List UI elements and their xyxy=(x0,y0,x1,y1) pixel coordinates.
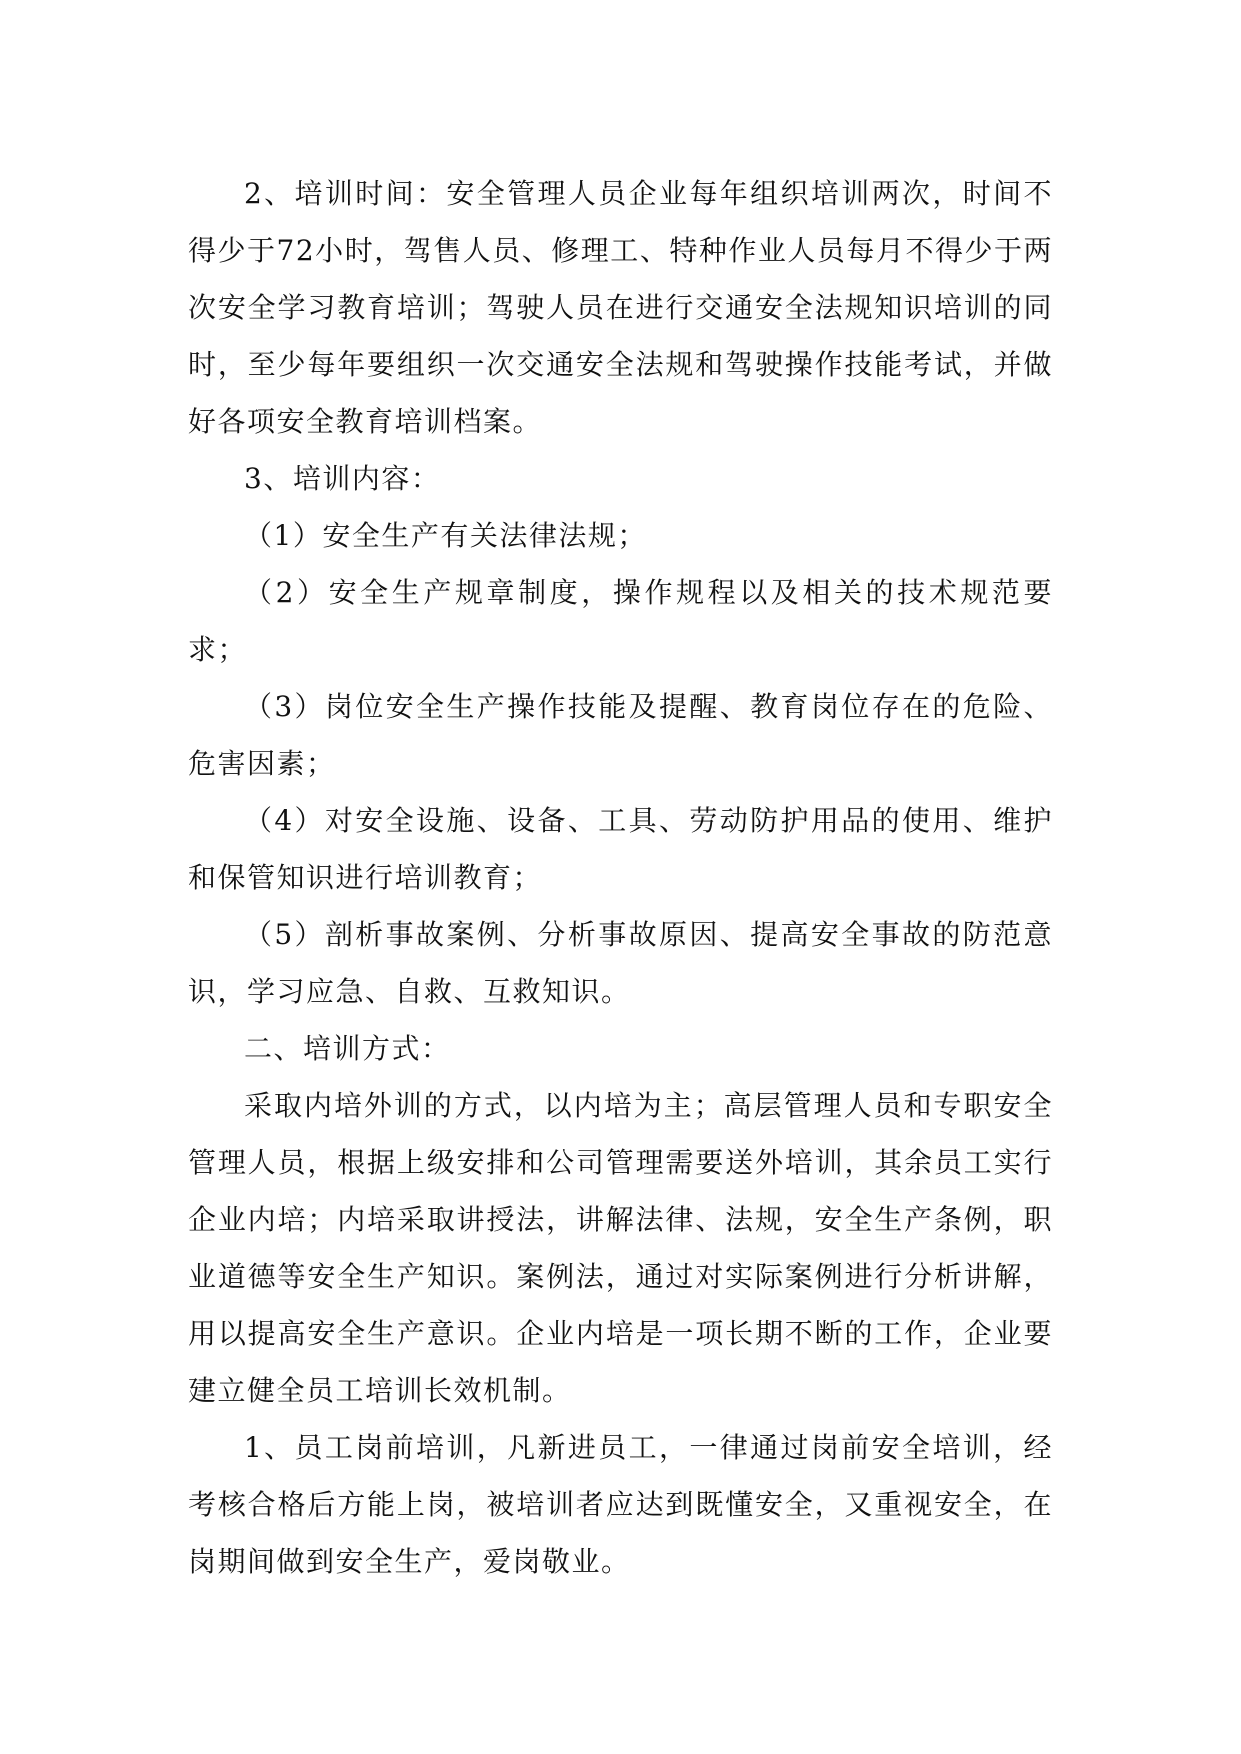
list-item-skills: （3）岗位安全生产操作技能及提醒、教育岗位存在的危险、危害因素； xyxy=(188,690,1053,780)
list-item-rules: （2）安全生产规章制度，操作规程以及相关的技术规范要求； xyxy=(188,576,1053,666)
paragraph-training-method: 采取内培外训的方式，以内培为主；高层管理人员和专职安全管理人员，根据上级安排和公司管理需要送外培训，其余员工实行企业内培；内培采取讲授法，讲解法律、法规，安全生产条例，职业道德等安全生产知识。案例法，通过对实际案例进行分析讲解，用以提高安全生产意识。企业内培是一项长期不断的工作，企业要建立健全员工培训长效机制。 xyxy=(188,1089,1053,1407)
paragraph-training-time: 2、培训时间：安全管理人员企业每年组织培训两次，时间不得少于72小时，驾售人员、修理工、特种作业人员每月不得少于两次安全学习教育培训；驾驶人员在进行交通安全法规知识培训的同时，至少每年要组织一次交通安全法规和驾驶操作技能考试，并做好各项安全教育培训档案。 xyxy=(188,177,1053,438)
list-item-laws: （1）安全生产有关法律法规； xyxy=(244,519,647,552)
heading-training-content: 3、培训内容： xyxy=(244,462,441,495)
list-item-equipment: （4）对安全设施、设备、工具、劳动防护用品的使用、维护和保管知识进行培训教育； xyxy=(188,804,1053,894)
paragraph-pre-job-training: 1、员工岗前培训，凡新进员工，一律通过岗前安全培训，经考核合格后方能上岗，被培训者应达到既懂安全，又重视安全，在岗期间做到安全生产，爱岗敬业。 xyxy=(188,1431,1053,1578)
list-item-case-analysis: （5）剖析事故案例、分析事故原因、提高安全事故的防范意识，学习应急、自救、互救知识。 xyxy=(188,918,1053,1008)
heading-training-method: 二、培训方式： xyxy=(244,1032,451,1065)
